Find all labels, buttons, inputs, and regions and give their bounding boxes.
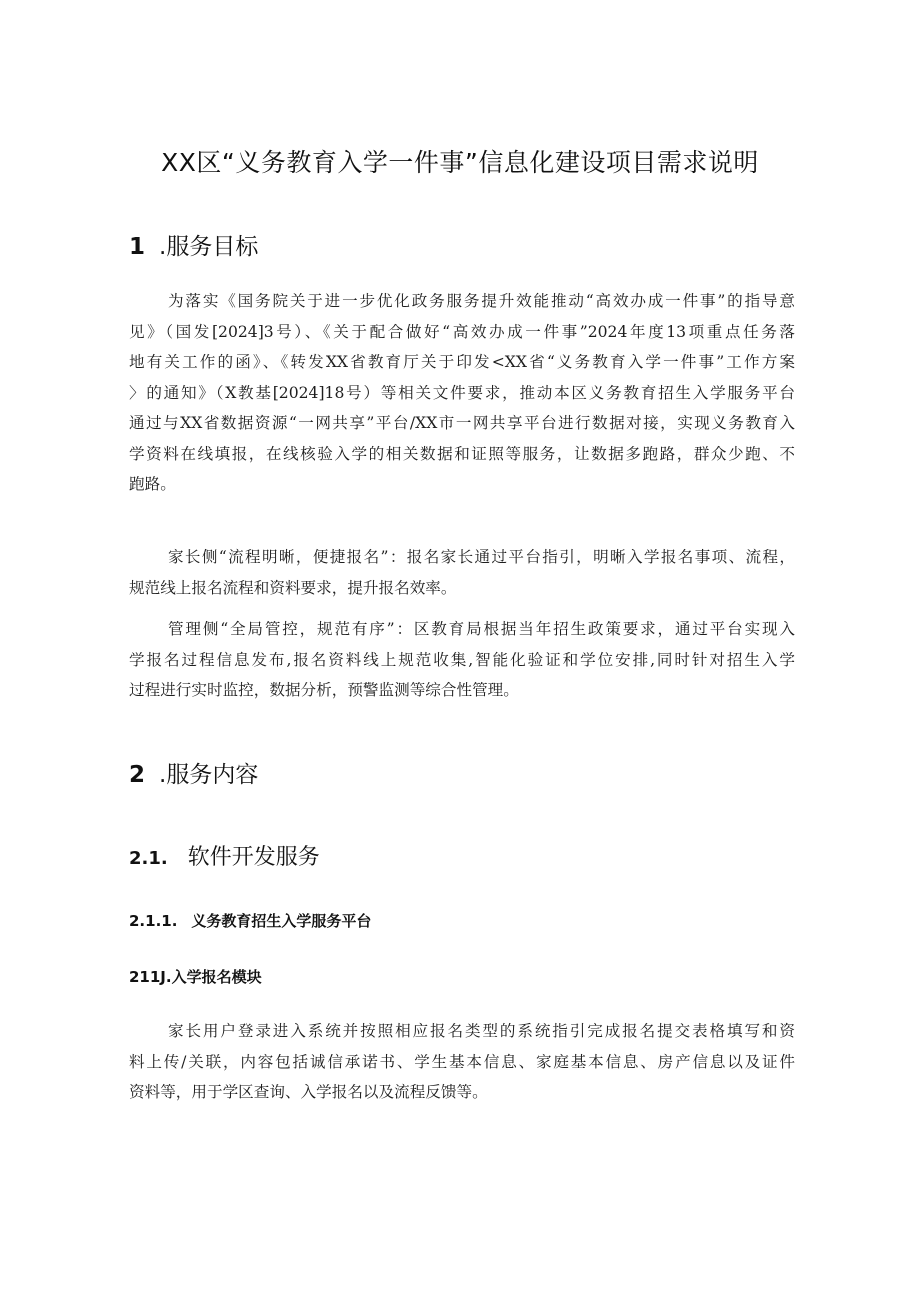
subsection-heading: [129, 840, 320, 871]
paragraph-parent-side: [129, 542, 795, 603]
paragraph-line: 为落实《国务院关于进一步优化政务服务提升效能推动“高效办成一件事”的指导意: [168, 292, 795, 310]
paragraph-line: 学报名过程信息发布,报名资料线上规范收集,智能化验证和学位安排,同时针对招生入学: [129, 650, 795, 669]
paragraph-line: 地有关工作的函》、《转发XX省教育厅关于印发<XX省“义务教育入学一件事”工作方案: [129, 353, 795, 371]
subsection-number: 2.1.: [129, 848, 168, 869]
paragraph-line: 过程进行实时监控，数据分析，预警监测等综合性管理。: [129, 681, 519, 699]
paragraph-enrollment-module: [129, 1016, 795, 1108]
section-heading-1: [129, 228, 258, 261]
subsubsection-heading: [129, 910, 371, 931]
section-title: .服务内容: [159, 762, 259, 788]
document-title: XX区“义务教育入学一件事”信息化建设项目需求说明: [161, 148, 759, 177]
section-title: .服务目标: [159, 234, 259, 260]
paragraph-line: 通过与XX省数据资源“一网共享”平台/XX市一网共享平台进行数据对接，实现义务教育入: [129, 414, 795, 432]
paragraph-line: 跑路。: [129, 475, 176, 493]
paragraph-line: 管理侧“全局管控，规范有序”：区教育局根据当年招生政策要求，通过平台实现入: [168, 620, 795, 638]
paragraph-line: 规范线上报名流程和资料要求，提升报名效率。: [129, 578, 457, 597]
subsection-title: 软件开发服务: [187, 845, 320, 870]
section-number: 2: [129, 762, 146, 788]
subsubsection-title: 义务教育招生入学服务平台: [191, 912, 372, 930]
section-heading-2: [129, 756, 258, 789]
paragraph-line: 家长侧“流程明晰，便捷报名”：报名家长通过平台指引，明晰入学报名事项、流程，: [168, 548, 795, 566]
paragraph-line: 见》（国发[2024]3号）、《关于配合做好“高效办成一件事”2024年度13项重点任务落: [129, 322, 795, 341]
paragraph-line: 学资料在线填报，在线核验入学的相关数据和证照等服务，让数据多跑路，群众少跑、不: [129, 444, 795, 463]
paragraph-management-side: [129, 614, 795, 706]
paragraph-line: 料上传/关联，内容包括诚信承诺书、学生基本信息、家庭基本信息、房产信息以及证件: [129, 1052, 795, 1071]
paragraph-line: 资料等，用于学区查询、入学报名以及流程反馈等。: [129, 1083, 488, 1101]
module-heading: 211J.入学报名模块: [129, 968, 262, 986]
paragraph-service-goal: [129, 286, 795, 500]
subsubsection-number: 2.1.1.: [129, 912, 178, 930]
paragraph-line: 家长用户登录进入系统并按照相应报名类型的系统指引完成报名提交表格填写和资: [168, 1022, 795, 1040]
section-number: 1: [129, 234, 146, 260]
paragraph-line: 〉的通知》（X教基[2024]18号）等相关文件要求，推动本区义务教育招生入学服务平台: [129, 383, 795, 402]
